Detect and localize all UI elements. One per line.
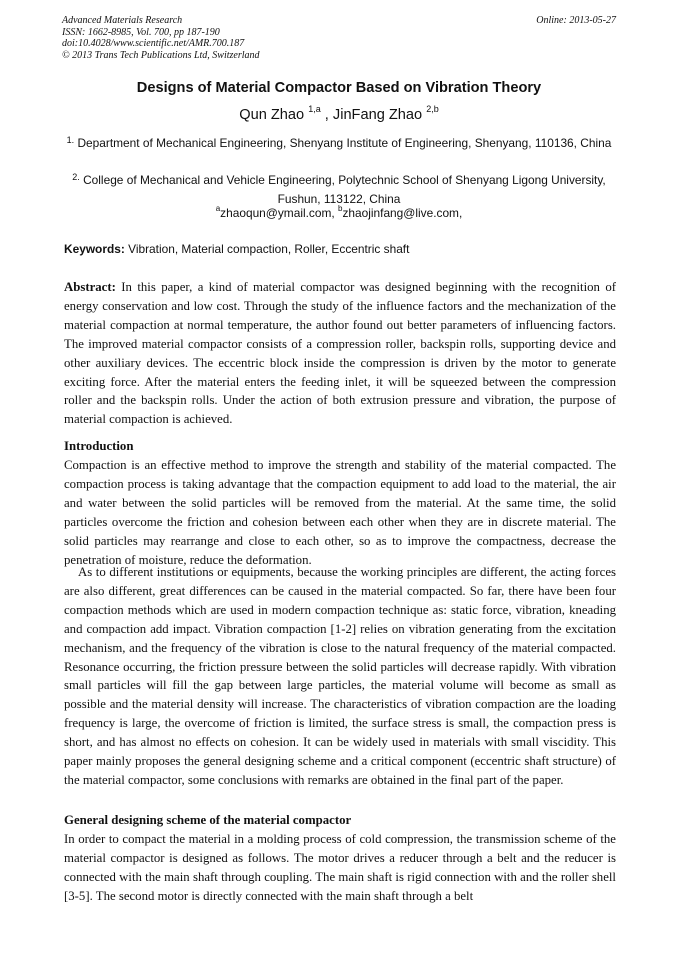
email-b-marker: b	[338, 204, 343, 213]
journal-name: Advanced Materials Research	[62, 15, 183, 26]
email-b[interactable]: zhaojinfang@live.com,	[342, 206, 463, 220]
keywords	[64, 242, 616, 256]
abstract-text: In this paper, a kind of material compactor was designed beginning with the recognition of energy conservation and low cost. Through the study of the influence factors and the mechanization of the material compaction at normal temperature, the author found out better parameters of influencing factors. The improved material compactor consists of a compression roller, backspin rolls, supporting device and other auxiliary devices. The eccentric block inside the compression is driven by the motor to generate exciting force. After the material enters the feeding inlet, it will be squeezed between the compression roller and the backspin rolls. Under the action of both extrusion pressure and vibration, the purpose of material compaction is achieved.	[64, 280, 616, 427]
keywords-text: Vibration, Material compaction, Roller, Eccentric shaft	[124, 242, 410, 256]
email-a-marker: a	[215, 204, 221, 213]
author-2-affiliation-marker: 2,b	[426, 104, 439, 114]
general-scheme-paragraph-1: In order to compact the material in a molding process of cold compression, the transmission scheme of the material compactor is designed as follows. The motor drives a reducer through a belt and the reducer is connected with the main shaft through coupling. The main shaft is rigid connection with and the roller shell [3-5]. The second motor is directly connected with the main shaft through a belt	[64, 832, 616, 903]
journal-issn: ISSN: 1662-8985, Vol. 700, pp 187-190	[62, 26, 220, 38]
author-1: Qun Zhao	[239, 107, 305, 123]
abstract-label: Abstract:	[64, 280, 116, 294]
email-a[interactable]: zhaoqun@ymail.com,	[220, 206, 338, 220]
introduction-paragraph-2: As to different institutions or equipments, because the working principles are different, the acting forces are also different, great differences can be caused in the material compacted. So far, there have been four compaction methods which are used in modern compaction technique as: static force, vibration, kneading and compaction add impact. Vibration compaction [1-2] relies on vibration generating from the excitation mechanism, and the frequency of the vibration is close to the natural frequency of the material compacted. Resonance occurring, the friction pressure between the solid particles will decrease rapidly. With vibration small particles will fill the gap between large particles, the material volume will become as small as possible and the material density will increase. The characteristics of vibration compaction are the loading frequency is large, the overcome of friction is limited, the surface stress is small, the compaction press is short, and has almost no effects on cohesion. It can be widely used in materials with small viscidity. This paper mainly proposes the general designing scheme and a critical component (eccentric shaft structure) of the material compactor, some conclusions with remarks are obtained in the final part of the paper.	[64, 565, 616, 787]
online-date-text: Online: 2013-05-27	[536, 15, 616, 26]
paper-title: Designs of Material Compactor Based on Vibration Theory	[136, 80, 542, 96]
affiliation-1-text: Department of Mechanical Engineering, Shenyang Institute of Engineering, Shenyang, 110136, China	[77, 136, 612, 150]
author-1-affiliation-marker: 1,a	[308, 104, 321, 114]
journal-doi[interactable]: doi:10.4028/www.scientific.net/AMR.700.187	[62, 38, 245, 50]
affiliation-2-text: College of Mechanical and Vehicle Engineering, Polytechnic School of Shenyang Ligong University, Fushun, 113122, China	[83, 173, 606, 206]
abstract	[64, 278, 616, 429]
author-list	[0, 104, 678, 123]
author-separator: ,	[320, 107, 333, 123]
affiliation-1	[62, 134, 616, 153]
affiliation-2-marker: 2.	[72, 172, 80, 182]
author-2: JinFang Zhao	[332, 107, 423, 123]
affiliation-1-marker: 1.	[66, 135, 75, 145]
introduction-paragraph-1: Compaction is an effective method to improve the strength and stability of the material compacted. The compaction process is taking advantage that the compaction equipment to add load to the material, the air and water between the solid particles will be removed from the material. At the same time, the solid particles overcome the friction and cohesion between each other when they are in discrete material. The solid particles may rearrange and close to each other, so as to improve the compactness, decrease the penetration of moisture, reduce the deformation.	[64, 458, 616, 567]
online-date	[536, 15, 616, 27]
author-emails	[0, 206, 678, 220]
general-scheme-heading: General designing scheme of the material compactor	[64, 813, 352, 827]
journal-header	[62, 15, 260, 61]
affiliation-2	[62, 171, 616, 208]
introduction-heading: Introduction	[64, 439, 134, 453]
journal-copyright: © 2013 Trans Tech Publications Ltd, Switzerland	[62, 49, 260, 61]
keywords-label: Keywords:	[64, 242, 125, 256]
